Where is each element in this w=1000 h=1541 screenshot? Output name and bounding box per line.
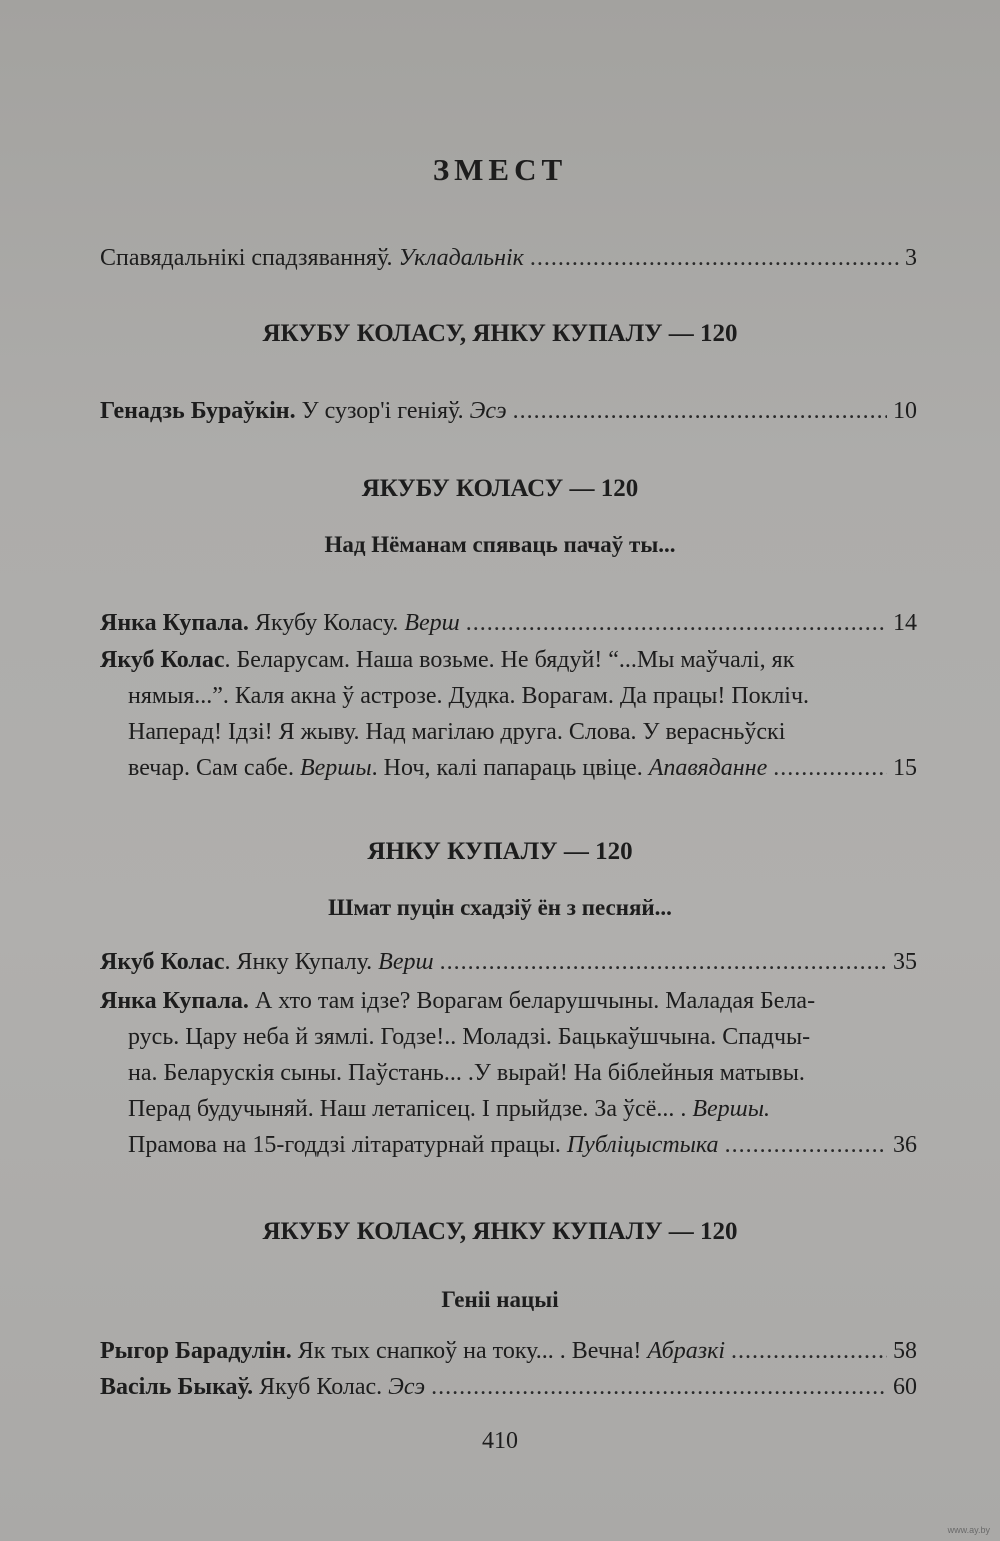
- section-heading: ЯКУБУ КОЛАСУ, ЯНКУ КУПАЛУ — 120: [262, 1218, 738, 1245]
- toc-line: [100, 983, 917, 1019]
- entry-text: Спавядальнікі спадзяванняў.: [100, 245, 393, 271]
- entry-genre: Вершы.: [692, 1096, 771, 1122]
- toc-line: [100, 714, 917, 750]
- toc-entry: [100, 605, 917, 641]
- toc-line: [100, 605, 917, 641]
- toc-line: [100, 1091, 917, 1127]
- entry-genre: Верш: [378, 949, 434, 975]
- section-heading: ЯНКУ КУПАЛУ — 120: [367, 838, 633, 865]
- section-subheading: Над Нёманам спяваць пачаў ты...: [324, 532, 676, 557]
- entry-text: . Янку Купалу.: [224, 949, 373, 975]
- page-number: 58: [893, 1338, 917, 1364]
- dot-leader: [731, 1333, 887, 1369]
- entry-text: нямыя...”. Каля акна ў астрозе. Дудка. Ворагам. Да працы! Покліч.: [128, 683, 810, 709]
- folio-page-number: 410: [482, 1428, 518, 1454]
- entry-text: Як тых снапкоў на току... . Вечна!: [297, 1338, 642, 1364]
- toc-line: [100, 678, 917, 714]
- entry-text: на. Беларускія сыны. Паўстань... .У вырай! На біблейныя матывы.: [128, 1060, 805, 1086]
- entry-author: Васіль Быкаў.: [100, 1374, 254, 1400]
- entry-text: русь. Цару неба й зямлі. Годзе!.. Моладзі. Бацькаўшчына. Спадчы-: [128, 1024, 811, 1050]
- toc-entry: [100, 1333, 917, 1405]
- entry-text: Перад будучыняй. Наш летапісец. І прыйдзе. За ўсё... .: [128, 1096, 687, 1122]
- page-number: 10: [893, 398, 917, 424]
- toc-entry: [100, 983, 917, 1163]
- entry-genre: Публіцыстыка: [566, 1132, 719, 1158]
- entry-genre: Апавяданне: [648, 755, 768, 781]
- entry-text: Якуб Колас.: [259, 1374, 383, 1400]
- watermark: www.ay.by: [947, 1525, 990, 1535]
- entry-text: . Ноч, калі папараць цвіце.: [371, 755, 643, 781]
- toc-entry: [100, 393, 917, 429]
- dot-leader: [513, 393, 887, 429]
- toc-line: [100, 944, 917, 980]
- entry-genre: Абразкі: [647, 1338, 725, 1364]
- entry-author: Якуб Колас: [100, 647, 225, 673]
- toc-line: [100, 240, 917, 276]
- dot-leader: [725, 1127, 887, 1163]
- entry-text: Якубу Коласу.: [254, 610, 399, 636]
- entry-author: Генадзь Бураўкін.: [100, 398, 296, 424]
- entry-text: А хто там ідзе? Ворагам беларушчыны. Маладая Бела-: [254, 988, 816, 1014]
- toc-line: [100, 1055, 917, 1091]
- toc-line: [100, 1019, 917, 1055]
- toc-entry-intro: [100, 240, 917, 276]
- toc-entry: [100, 944, 917, 980]
- entry-text: вечар. Сам сабе.: [128, 755, 294, 781]
- dot-leader: [440, 944, 887, 980]
- entry-genre: Эсэ: [388, 1374, 426, 1400]
- entry-text: Наперад! Ідзі! Я жыву. Над магілаю друга. Слова. У верасньўскі: [128, 719, 786, 745]
- entry-author: Якуб Колас: [100, 949, 225, 975]
- page-number: 14: [893, 610, 917, 636]
- dot-leader: [773, 750, 887, 786]
- section-heading: ЯКУБУ КОЛАСУ — 120: [361, 475, 639, 502]
- section-subheading: Шмат пуцін схадзіў ён з песняй...: [328, 895, 672, 920]
- dot-leader: [431, 1369, 887, 1405]
- entry-genre: Верш: [404, 610, 460, 636]
- toc-line: [100, 750, 917, 786]
- toc-line: [100, 1333, 917, 1369]
- page-number: 15: [893, 755, 917, 781]
- entry-author: Рыгор Барадулін.: [100, 1338, 292, 1364]
- page-number: 60: [893, 1374, 917, 1400]
- toc-line: [100, 1127, 917, 1163]
- entry-text: . Беларусам. Наша возьме. Не бядуй! “...Мы маўчалі, як: [224, 647, 795, 673]
- entry-author: Янка Купала.: [100, 988, 249, 1014]
- page-number: 35: [893, 949, 917, 975]
- entry-genre: Вершы: [299, 755, 372, 781]
- toc-line: [100, 642, 917, 678]
- page-number: 36: [893, 1132, 917, 1158]
- entry-text: Прамова на 15-годдзі літаратурнай працы.: [128, 1132, 561, 1158]
- toc-line: [100, 393, 917, 429]
- entry-author: Янка Купала.: [100, 610, 249, 636]
- entry-text: У сузор'і геніяў.: [301, 398, 464, 424]
- entry-genre: Эсэ: [469, 398, 507, 424]
- toc-entry: [100, 642, 917, 786]
- section-heading: ЯКУБУ КОЛАСУ, ЯНКУ КУПАЛУ — 120: [262, 320, 738, 347]
- contents-title: ЗМЕСТ: [432, 152, 568, 187]
- dot-leader: [466, 605, 887, 641]
- dot-leader: [530, 240, 899, 276]
- entry-genre: Укладальнік: [398, 245, 524, 271]
- section-subheading: Геніі нацыі: [441, 1287, 559, 1312]
- page-number: 3: [905, 245, 917, 271]
- toc-line: [100, 1369, 917, 1405]
